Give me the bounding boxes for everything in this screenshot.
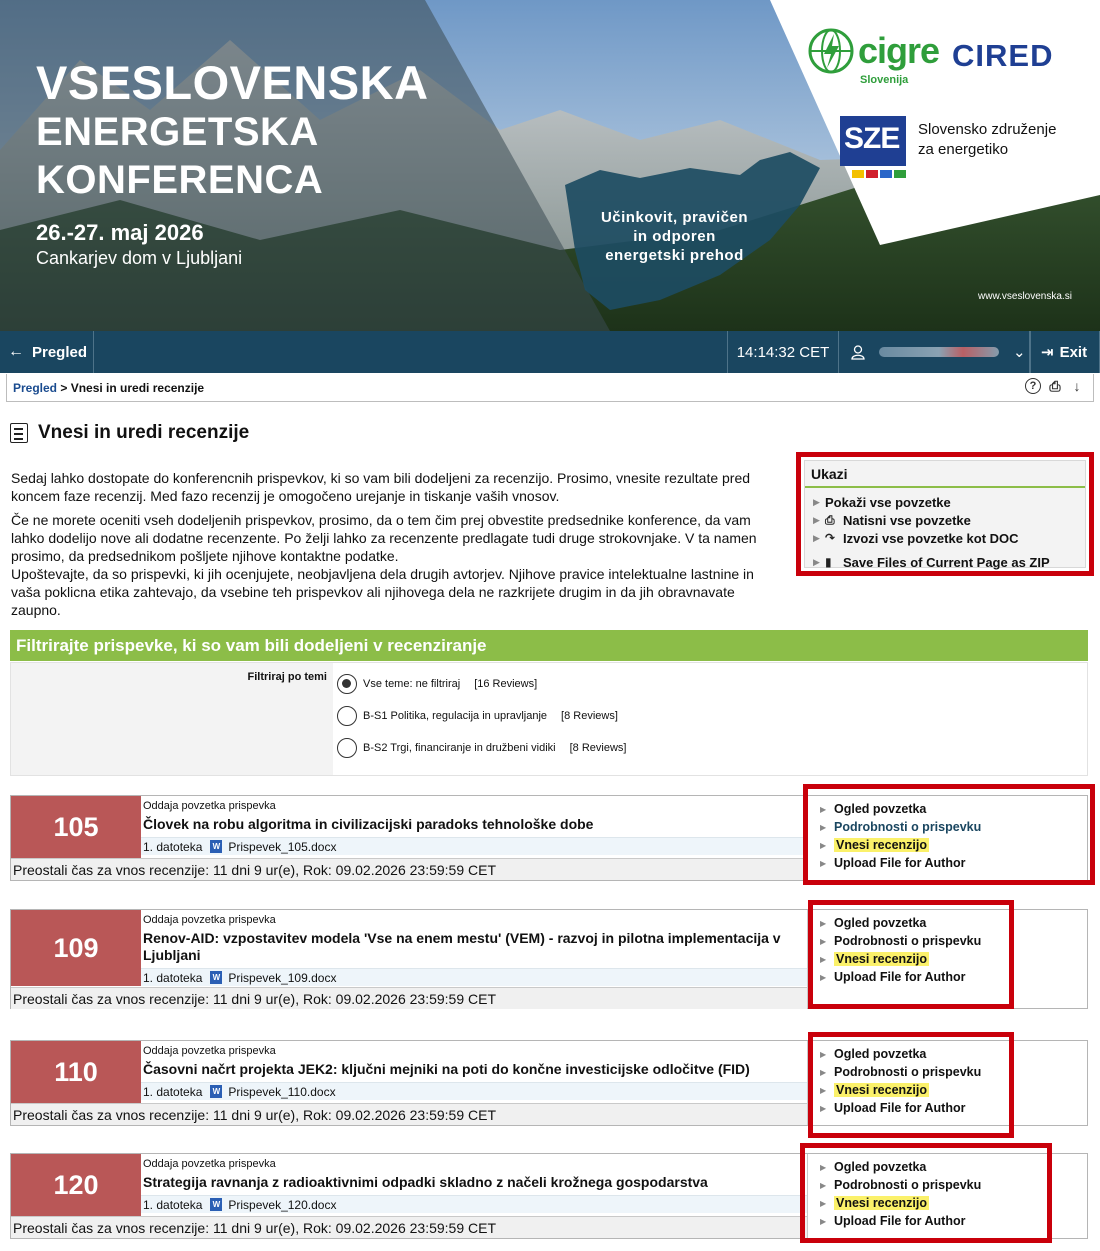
checklist-icon	[10, 423, 28, 443]
review-deadline: Preostali čas za vnos recenzije: 11 dni 9 ur(e), Rok: 09.02.2026 23:59:59 CET	[11, 1216, 807, 1238]
submission-actions	[807, 1154, 1087, 1238]
user-icon	[851, 345, 865, 360]
logout-icon: ⇥	[1041, 344, 1054, 361]
file-label: 1. datoteka	[143, 970, 203, 985]
word-document-icon: W	[210, 971, 222, 984]
upload-file-link[interactable]	[820, 854, 1087, 872]
submission-number: 109	[11, 910, 141, 986]
action-label: Podrobnosti o prispevku	[834, 1178, 982, 1192]
cigre-subtitle: Slovenija	[860, 74, 909, 86]
action-label: Upload File for Author	[834, 1214, 966, 1228]
submission-actions	[807, 796, 1087, 880]
command-save-zip[interactable]	[813, 553, 1085, 571]
user-menu-dropdown[interactable]	[839, 331, 1030, 373]
action-label: Upload File for Author	[834, 1101, 966, 1115]
filter-option-count: [8 Reviews]	[561, 710, 618, 722]
document-icon: ▮	[825, 555, 832, 569]
slogan-line3: energetski prehod	[605, 247, 744, 264]
cired-logo: CIRED	[952, 38, 1054, 73]
submission-file-row	[141, 1195, 807, 1213]
action-label: Vnesi recenzijo	[836, 952, 928, 966]
action-label: Vnesi recenzijo	[836, 1196, 928, 1210]
print-icon[interactable]: ⎙	[1049, 377, 1061, 394]
view-abstract-link[interactable]	[820, 914, 1087, 932]
submission-actions	[807, 910, 1087, 1008]
triangle-right-icon: ▶	[820, 1103, 827, 1113]
filter-option-all[interactable]	[337, 672, 537, 696]
enter-review-link[interactable]	[820, 836, 1087, 854]
commands-panel-inner	[804, 460, 1086, 568]
commands-panel	[796, 452, 1094, 576]
radio-button[interactable]	[337, 706, 357, 726]
submission-type: Oddaja povzetka prispevka	[143, 800, 276, 812]
file-label: 1. datoteka	[143, 839, 203, 854]
intro-text	[11, 469, 786, 625]
server-time: 14:14:32 CET	[727, 331, 839, 373]
conference-banner	[0, 0, 1100, 331]
review-deadline: Preostali čas za vnos recenzije: 11 dni 9 ur(e), Rok: 09.02.2026 23:59:59 CET	[11, 987, 807, 1009]
exit-button[interactable]	[1030, 331, 1100, 373]
submission-details-link[interactable]	[820, 818, 1087, 836]
cigre-wordmark: cigre	[858, 30, 940, 71]
view-abstract-link[interactable]	[820, 1045, 1087, 1063]
printer-icon: ⎙	[825, 512, 835, 527]
sze-wordmark: SZE	[844, 122, 900, 155]
filter-label-column	[11, 663, 333, 775]
command-show-all-abstracts[interactable]	[813, 493, 1085, 511]
command-label: Izvozi vse povzetke kot DOC	[843, 530, 1019, 546]
submission-title: Časovni načrt projekta JEK2: ključni mejniki na poti do končne investicijske odločitve (FID)	[143, 1061, 750, 1077]
submission-number: 105	[11, 796, 141, 858]
command-label: Natisni vse povzetke	[843, 512, 971, 528]
submission-card	[10, 909, 1088, 1009]
submission-title: Renov-AID: vzpostavitev modela 'Vse na enem mestu' (VEM) - razvoj in pilotna implementacija v Ljubljani	[143, 930, 781, 963]
commands-title: Ukazi	[805, 461, 1085, 488]
submission-card	[10, 795, 1088, 881]
slogan-line2: in odporen	[633, 228, 716, 245]
breadcrumb-current: Vnesi in uredi recenzije	[70, 380, 205, 395]
command-label: Pokaži vse povzetke	[825, 494, 951, 510]
submission-number: 120	[11, 1154, 141, 1216]
triangle-right-icon: ▶	[820, 822, 827, 832]
submission-type: Oddaja povzetka prispevka	[143, 1158, 276, 1170]
filter-header: Filtrirajte prispevke, ki so vam bili dodeljeni v recenziranje	[10, 630, 1088, 661]
slogan-line1: Učinkovit, pravičen	[600, 209, 749, 226]
upload-file-link[interactable]	[820, 1212, 1087, 1230]
command-export-doc[interactable]	[813, 529, 1085, 547]
submission-details-link[interactable]	[820, 1063, 1087, 1081]
sze-name	[918, 120, 1056, 160]
banner-venue: Cankarjev dom v Ljubljani	[36, 248, 243, 268]
triangle-right-icon: ▶	[820, 1049, 827, 1059]
triangle-right-icon: ▶	[813, 556, 820, 567]
submission-type: Oddaja povzetka prispevka	[143, 914, 276, 926]
command-label: Save Files of Current Page as ZIP	[843, 554, 1050, 570]
view-abstract-link[interactable]	[820, 800, 1087, 818]
action-label: Upload File for Author	[834, 856, 966, 870]
cigre-logo	[808, 28, 940, 86]
submission-file-row	[141, 968, 807, 986]
view-abstract-link[interactable]	[820, 1158, 1087, 1176]
action-label: Ogled povzetka	[834, 916, 927, 930]
chevron-down-icon: ⌄	[1013, 344, 1026, 361]
breadcrumb	[6, 374, 1094, 402]
word-document-icon: W	[210, 1085, 222, 1098]
sze-logo	[838, 114, 908, 180]
banner-date: 26.-27. maj 2026	[36, 220, 204, 245]
triangle-right-icon: ▶	[820, 1085, 827, 1095]
triangle-right-icon: ▶	[820, 1067, 827, 1077]
cigre-globe-icon	[808, 28, 854, 74]
redacted-username	[879, 347, 999, 357]
triangle-right-icon: ▶	[820, 1180, 827, 1190]
submission-file-row	[141, 1082, 807, 1100]
intro-paragraph-3: Upoštevajte, da so prispevki, ki jih ocenjujete, neobjavljena dela drugih avtorjev. Njihove pravice intelektualne lastnine in vaša poklicna etika zahtevajo, da vsebine teh prispevkov ali njihovega dela ne razkrijete drugim in da jih obravnavate zaupno.	[11, 566, 754, 618]
triangle-right-icon: ▶	[820, 972, 827, 982]
sze-name-line1: Slovensko združenje	[918, 121, 1057, 138]
file-link[interactable]: Prispevek_120.docx	[228, 1197, 337, 1212]
filter-option-label: Vse teme: ne filtriraj	[363, 678, 461, 690]
enter-review-link[interactable]	[820, 950, 1087, 968]
triangle-right-icon: ▶	[820, 858, 827, 868]
triangle-right-icon: ▶	[820, 1162, 827, 1172]
triangle-right-icon: ▶	[820, 936, 827, 946]
upload-file-link[interactable]	[820, 1099, 1087, 1117]
triangle-right-icon: ▶	[820, 840, 827, 850]
triangle-right-icon: ▶	[813, 532, 820, 543]
triangle-right-icon: ▶	[820, 1216, 827, 1226]
submission-title: Strategija ravnanja z radioaktivnimi odpadki skladno z načeli krožnega gospodarstva	[143, 1174, 708, 1190]
action-label: Vnesi recenzijo	[836, 1083, 928, 1097]
banner-url: www.vseslovenska.si	[978, 291, 1072, 302]
banner-title-line1: VSESLOVENSKA	[36, 56, 429, 109]
enter-review-link[interactable]	[820, 1081, 1087, 1099]
command-print-all-abstracts[interactable]	[813, 511, 1085, 529]
file-link[interactable]: Prispevek_110.docx	[228, 1084, 336, 1099]
download-arrow-icon[interactable]: ↓	[1073, 378, 1081, 394]
page-title	[10, 422, 249, 444]
file-label: 1. datoteka	[143, 1197, 203, 1212]
filter-option-count: [8 Reviews]	[569, 742, 627, 754]
exit-label: Exit	[1059, 343, 1088, 361]
review-deadline: Preostali čas za vnos recenzije: 11 dni 9 ur(e), Rok: 09.02.2026 23:59:59 CET	[11, 858, 807, 880]
triangle-right-icon: ▶	[820, 918, 827, 928]
sze-name-line2: za energetiko	[918, 141, 1009, 158]
action-label: Vnesi recenzijo	[836, 838, 928, 852]
submission-details-link[interactable]	[820, 932, 1087, 950]
submission-details-link[interactable]	[820, 1176, 1087, 1194]
file-label: 1. datoteka	[143, 1084, 203, 1099]
action-label: Ogled povzetka	[834, 1160, 927, 1174]
upload-file-link[interactable]	[820, 968, 1087, 986]
filter-panel	[10, 662, 1088, 776]
triangle-right-icon: ▶	[813, 496, 820, 507]
breadcrumb-separator: >	[57, 380, 71, 395]
submission-actions	[807, 1041, 1087, 1125]
back-label: Pregled	[32, 343, 88, 361]
intro-paragraph-1: Sedaj lahko dostopate do konferencnih prispevkov, ki so vam bili dodeljeni za recenzijo. Prosimo, vnesite rezultate pred koncem faze recenzij. Med fazo recenzij je omogočeno urejanje in tiskanje vaših vnosov.	[11, 470, 751, 504]
page-title-text: Vnesi in uredi recenzije	[38, 422, 250, 443]
banner-slogan	[572, 208, 777, 265]
breadcrumb-tools	[1025, 378, 1085, 394]
file-link[interactable]: Prispevek_105.docx	[228, 839, 337, 854]
filter-label: Filtriraj po temi	[247, 671, 327, 683]
filter-option-count: [16 Reviews]	[474, 678, 538, 690]
export-file-icon: ↷	[825, 531, 836, 545]
triangle-right-icon: ▶	[820, 804, 827, 814]
word-document-icon: W	[210, 1198, 222, 1211]
filter-option-b-s2[interactable]	[337, 736, 626, 760]
action-label: Podrobnosti o prispevku	[834, 934, 982, 948]
arrow-left-icon: ←	[8, 343, 24, 360]
submission-title: Človek na robu algoritma in civilizacijski paradoks tehnološke dobe	[143, 816, 594, 832]
banner-title-line3: KONFERENCA	[36, 158, 324, 202]
filter-option-b-s1[interactable]	[337, 704, 618, 728]
action-label: Upload File for Author	[834, 970, 966, 984]
back-to-overview-button[interactable]	[0, 331, 94, 373]
review-deadline: Preostali čas za vnos recenzije: 11 dni 9 ur(e), Rok: 09.02.2026 23:59:59 CET	[11, 1103, 807, 1125]
breadcrumb-root-link[interactable]: Pregled	[13, 380, 58, 395]
intro-paragraph-2: Če ne morete oceniti vseh dodeljenih prispevkov, prosimo, da o tem čim prej obvestite predsednike konference, da vam lahko dodelijo nove ali dodatne recenzente. Po želji lahko za recenzente predlagate tudi druge strokovnjake. V ta namen prosimo, da predsednikom pošljete njihove kontaktne podatke.	[11, 512, 757, 564]
action-label: Ogled povzetka	[834, 1047, 927, 1061]
radio-button[interactable]	[337, 738, 357, 758]
commands-list	[805, 488, 1085, 571]
submission-type: Oddaja povzetka prispevka	[143, 1045, 276, 1057]
triangle-right-icon: ▶	[820, 1198, 827, 1208]
radio-button-selected[interactable]	[337, 674, 357, 694]
enter-review-link[interactable]	[820, 1194, 1087, 1212]
triangle-right-icon: ▶	[813, 514, 820, 525]
submission-file-row	[141, 837, 807, 855]
top-navigation-bar	[0, 331, 1100, 373]
action-label: Ogled povzetka	[834, 802, 927, 816]
banner-title	[36, 58, 429, 204]
triangle-right-icon: ▶	[820, 954, 827, 964]
submission-card	[10, 1153, 1088, 1239]
file-link[interactable]: Prispevek_109.docx	[228, 970, 337, 985]
action-label: Podrobnosti o prispevku	[834, 1065, 982, 1079]
submission-number: 110	[11, 1041, 141, 1103]
filter-option-label: B-S2 Trgi, financiranje in družbeni vidiki	[363, 742, 556, 754]
filter-option-label: B-S1 Politika, regulacija in upravljanje	[363, 710, 548, 722]
submission-card	[10, 1040, 1088, 1126]
word-document-icon: W	[210, 840, 222, 853]
action-label: Podrobnosti o prispevku	[834, 820, 982, 834]
banner-title-line2: ENERGETSKA	[36, 110, 319, 154]
help-icon[interactable]: ?	[1025, 378, 1041, 394]
